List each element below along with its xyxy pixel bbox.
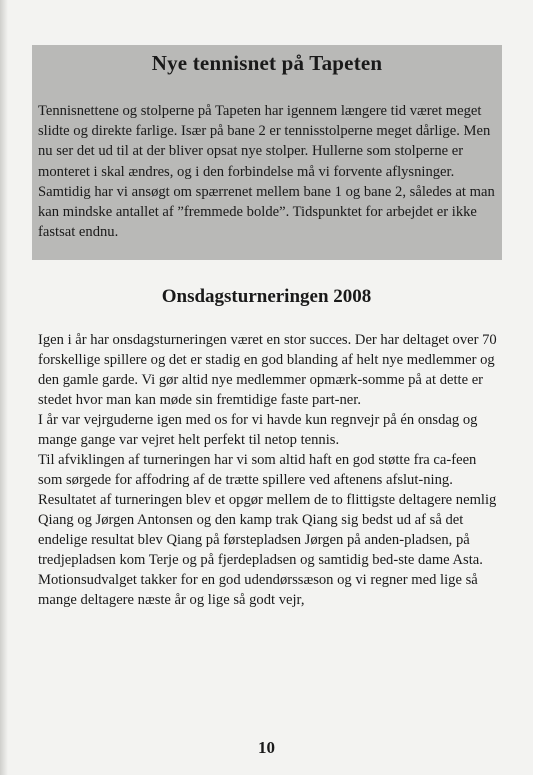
article-paragraph: Igen i år har onsdagsturneringen været en stor succes. Der har deltaget over 70 forskellige spillere og det er stadig en god blanding af helt nye medlemmer og den gamle garde. Vi gør altid nye medlemmer opmærk-somme på at dette er stedet hvor man kan møde sin fremtidige faste part-ner.: [38, 332, 497, 408]
article-body: [38, 330, 504, 610]
box-body: Tennisnettene og stolperne på Tapeten har igennem længere tid været meget slidte og direkte farlige. Især på bane 2 er tennisstolperne meget dårlige. Men nu ser det ud til at der bliver opsat nye stolper. Hullerne som stolperne er monteret i skal ændres, og i den forbindelse må vi forvente aflysninger. Samtidig har vi ansøgt om spærrenet mellem bane 1 og bane 2, således at man kan mindske antallet af ”fremmede bolde”. Tidspunktet for arbejdet er ikke fastsat endnu.: [38, 103, 495, 241]
page-binding-shadow: [0, 0, 8, 775]
article-paragraph: I år var vejrguderne igen med os for vi havde kun regnvejr på én onsdag og mange gange var vejret helt perfekt til netop tennis.: [38, 412, 478, 448]
article-paragraph: Resultatet af turneringen blev et opgør mellem de to flittigste deltagere nemlig Qiang og Jørgen Antonsen og den kamp trak Qiang sig bedst ud af så det endelige resultat blev Qiang på førstepladsen Jørgen på anden-pladsen, på tredjepladsen kom Terje og på fjerdepladsen og samtidig bed-ste dame Asta.: [38, 492, 497, 568]
article-title: Onsdagsturneringen 2008: [161, 286, 372, 307]
article-paragraph: Til afviklingen af turneringen har vi som altid haft en god støtte fra ca-feen som sørgede for affodring af de trætte spillere ved aftenens afslut-ning.: [38, 452, 477, 488]
page-number: 10: [258, 738, 275, 757]
box-title: Nye tennisnet på Tapeten: [151, 51, 383, 75]
article-paragraph: Motionsudvalget takker for en god udendørssæson og vi regner med lige så mange deltagere næste år og lige så godt vejr,: [38, 572, 478, 608]
